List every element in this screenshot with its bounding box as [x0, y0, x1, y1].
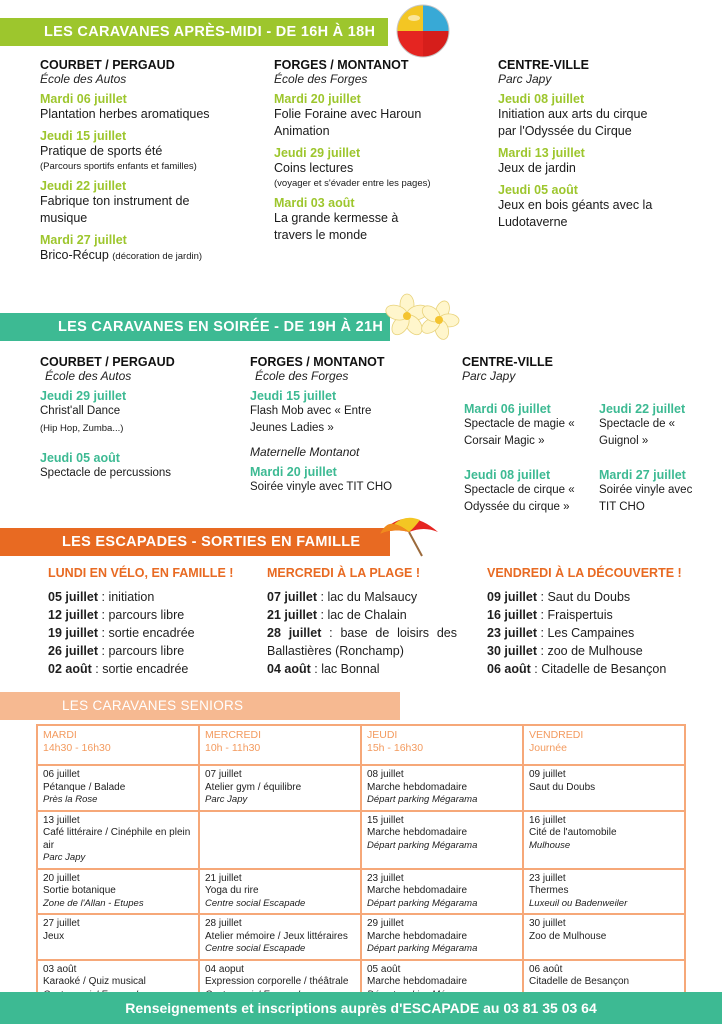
- evening-header: LES CARAVANES EN SOIRÉE - DE 19H À 21H: [0, 313, 390, 341]
- escapade-item: 09 juillet : Saut du Doubs: [487, 590, 631, 604]
- afternoon-col-courbet: [40, 58, 250, 264]
- event-date: Jeudi 05 août: [40, 451, 120, 465]
- seniors-table: [36, 724, 686, 1006]
- location-title: CENTRE-VILLE: [462, 355, 553, 369]
- flower-icon: [385, 292, 461, 344]
- escapade-item: 16 juillet : Fraispertuis: [487, 608, 613, 622]
- table-cell: 27 juillet Jeux: [37, 914, 199, 960]
- evening-event: [599, 396, 709, 450]
- event-text: Initiation aux arts du cirque par l'Odyssée du Cirque: [498, 107, 648, 138]
- event-text: Jeux de jardin: [498, 161, 576, 175]
- evening-event: [599, 462, 709, 516]
- table-cell: 09 juillet Saut du Doubs: [523, 765, 685, 811]
- location-subtitle: Parc Japy: [462, 369, 516, 383]
- beach-umbrella-icon: [376, 510, 442, 558]
- table-row: [37, 765, 685, 811]
- location-subtitle: École des Autos: [40, 72, 127, 86]
- escapade-title: LUNDI EN VÉLO, EN FAMILLE !: [48, 566, 234, 580]
- table-header-row: [37, 725, 685, 765]
- escapade-item: 06 août : Citadelle de Besançon: [487, 662, 667, 676]
- event-text: Spectacle de cirque « Odyssée du cirque »: [464, 484, 575, 513]
- event-date: Jeudi 15 juillet: [250, 389, 337, 403]
- escapades-header: LES ESCAPADES - SORTIES EN FAMILLE: [0, 528, 390, 556]
- evening-col-forges: [250, 355, 450, 496]
- evening-event: [464, 462, 594, 516]
- evening-col-centre: [462, 355, 712, 389]
- event-date: Mardi 06 juillet: [464, 402, 551, 416]
- table-cell: 23 juillet Marche hebdomadaire Départ parking Mégarama: [361, 869, 523, 915]
- event-date: Jeudi 29 juillet: [274, 146, 361, 160]
- location-title: FORGES / MONTANOT: [250, 355, 385, 369]
- table-cell: 05 août Marche hebdomadaire: [361, 960, 523, 1006]
- event-text: [40, 247, 250, 264]
- location-extra: Maternelle Montanot: [250, 445, 360, 459]
- event-date: Jeudi 29 juillet: [40, 389, 127, 403]
- seniors-header: LES CARAVANES SENIORS: [0, 692, 400, 720]
- table-cell: 21 juillet Yoga du rire Centre social Escapade: [199, 869, 361, 915]
- column-header: MARDI 14h30 - 16h30: [37, 725, 199, 765]
- table-cell: 04 aoput Expression corporelle / théâtrale: [199, 960, 361, 1006]
- afternoon-col-centre: [498, 58, 698, 231]
- escapade-item: 23 juillet : Les Campaines: [487, 626, 635, 640]
- event-text: Coins lectures: [274, 161, 354, 175]
- escapade-item: 26 juillet : parcours libre: [48, 644, 185, 658]
- event-text: Pratique de sports été: [40, 144, 163, 158]
- location-subtitle: Parc Japy: [498, 72, 552, 86]
- escapade-item: 19 juillet : sortie encadrée: [48, 626, 195, 640]
- evening-col-courbet: [40, 355, 230, 482]
- event-note: (Parcours sportifs enfants et familles): [40, 161, 197, 172]
- table-row: [37, 914, 685, 960]
- event-date: Jeudi 08 juillet: [498, 92, 585, 106]
- event-date: Mardi 20 juillet: [250, 465, 337, 479]
- table-cell: 23 juillet Thermes Luxeuil ou Badenweiler: [523, 869, 685, 915]
- table-cell: 07 juillet Atelier gym / équilibre Parc Japy: [199, 765, 361, 811]
- event-date: Mardi 06 juillet: [40, 92, 127, 106]
- location-subtitle: École des Autos: [45, 369, 132, 383]
- table-cell: 16 juillet Cité de l'automobile Mulhouse: [523, 811, 685, 869]
- location-title: COURBET / PERGAUD: [40, 58, 175, 72]
- escapade-item: 07 juillet : lac du Malsaucy: [267, 590, 418, 604]
- table-cell: 20 juillet Sortie botanique Zone de l'Allan - Etupes: [37, 869, 199, 915]
- escapade-title: VENDREDI À LA DÉCOUVERTE !: [487, 566, 682, 580]
- evening-event: [464, 396, 589, 450]
- event-note: (décoration de jardin): [112, 251, 203, 262]
- location-title: CENTRE-VILLE: [498, 58, 589, 72]
- escapade-item: 12 juillet : parcours libre: [48, 608, 185, 622]
- event-date: Jeudi 08 juillet: [464, 468, 551, 482]
- table-cell: 03 août Karaoké / Quiz musical: [37, 960, 199, 1006]
- escapade-item: 21 juillet : lac de Chalain: [267, 608, 407, 622]
- event-text: Folie Foraine avec Haroun Animation: [274, 107, 422, 138]
- column-header: MERCREDI 10h - 11h30: [199, 725, 361, 765]
- afternoon-col-forges: [274, 58, 484, 244]
- event-text: Jeux en bois géants avec la Ludotaverne: [498, 198, 653, 229]
- event-date: Jeudi 15 juillet: [40, 129, 127, 143]
- beach-ball-icon: [392, 2, 454, 60]
- location-title: FORGES / MONTANOT: [274, 58, 409, 72]
- event-text: Spectacle de magie « Corsair Magic »: [464, 418, 575, 447]
- escapade-item: 05 juillet : initiation: [48, 590, 155, 604]
- table-cell: 15 juillet Marche hebdomadaire Départ parking Mégarama: [361, 811, 523, 869]
- event-date: Jeudi 05 août: [498, 183, 578, 197]
- event-text: Soirée vinyle avec TIT CHO: [250, 481, 393, 493]
- escapades-col-velo: [48, 566, 248, 678]
- event-note: (voyager et s'évader entre les pages): [274, 178, 431, 189]
- table-cell: 29 juillet Marche hebdomadaire Départ parking Mégarama: [361, 914, 523, 960]
- table-cell: 28 juillet Atelier mémoire / Jeux littéraires Centre social Escapade: [199, 914, 361, 960]
- escapades-col-plage: [267, 566, 457, 678]
- event-text: Plantation herbes aromatiques: [40, 107, 210, 121]
- event-text: Fabrique ton instrument de musique: [40, 194, 190, 225]
- event-date: Mardi 20 juillet: [274, 92, 361, 106]
- table-cell: 06 juillet Pétanque / Balade Près la Rose: [37, 765, 199, 811]
- event-text: La grande kermesse à travers le monde: [274, 211, 399, 242]
- event-date: Jeudi 22 juillet: [599, 402, 686, 416]
- event-date: Mardi 03 août: [274, 196, 355, 210]
- location-title: COURBET / PERGAUD: [40, 355, 175, 369]
- table-cell: [199, 811, 361, 869]
- escapades-col-decouverte: [487, 566, 707, 678]
- escapade-item: 28 juillet : base de loisirs des Ballastières (Ronchamp): [267, 626, 457, 658]
- escapade-item: 30 juillet : zoo de Mulhouse: [487, 644, 643, 658]
- table-row: [37, 811, 685, 869]
- location-subtitle: École des Forges: [274, 72, 368, 86]
- table-cell: 13 juillet Café littéraire / Cinéphile en plein air Parc Japy: [37, 811, 199, 869]
- event-text: Spectacle de « Guignol »: [599, 418, 676, 447]
- column-header: JEUDI 15h - 16h30: [361, 725, 523, 765]
- table-cell: 06 août Citadelle de Besançon: [523, 960, 685, 1006]
- afternoon-header: LES CARAVANES APRÈS-MIDI - DE 16H À 18H: [0, 18, 388, 46]
- event-date: Jeudi 22 juillet: [40, 179, 127, 193]
- table-row: [37, 869, 685, 915]
- event-text: Spectacle de percussions: [40, 467, 172, 479]
- event-text: Flash Mob avec « Entre Jeunes Ladies »: [250, 405, 372, 434]
- event-note: (Hip Hop, Zumba...): [40, 423, 124, 434]
- event-date: Mardi 27 juillet: [599, 468, 686, 482]
- footer-contact: Renseignements et inscriptions auprès d'ESCAPADE au 03 81 35 03 64: [0, 992, 722, 1024]
- event-date: Mardi 27 juillet: [40, 233, 127, 247]
- table-cell: 30 juillet Zoo de Mulhouse: [523, 914, 685, 960]
- event-text: Soirée vinyle avec TIT CHO: [599, 484, 693, 513]
- event-text-main: Brico-Récup: [40, 248, 109, 262]
- event-text: Christ'all Dance: [40, 405, 121, 417]
- escapade-item: 04 août : lac Bonnal: [267, 662, 380, 676]
- escapade-title: MERCREDI À LA PLAGE !: [267, 566, 421, 580]
- table-cell: 08 juillet Marche hebdomadaire Départ parking Mégarama: [361, 765, 523, 811]
- column-header: VENDREDI Journée: [523, 725, 685, 765]
- location-subtitle: École des Forges: [255, 369, 349, 383]
- escapade-item: 02 août : sortie encadrée: [48, 662, 189, 676]
- event-date: Mardi 13 juillet: [498, 146, 585, 160]
